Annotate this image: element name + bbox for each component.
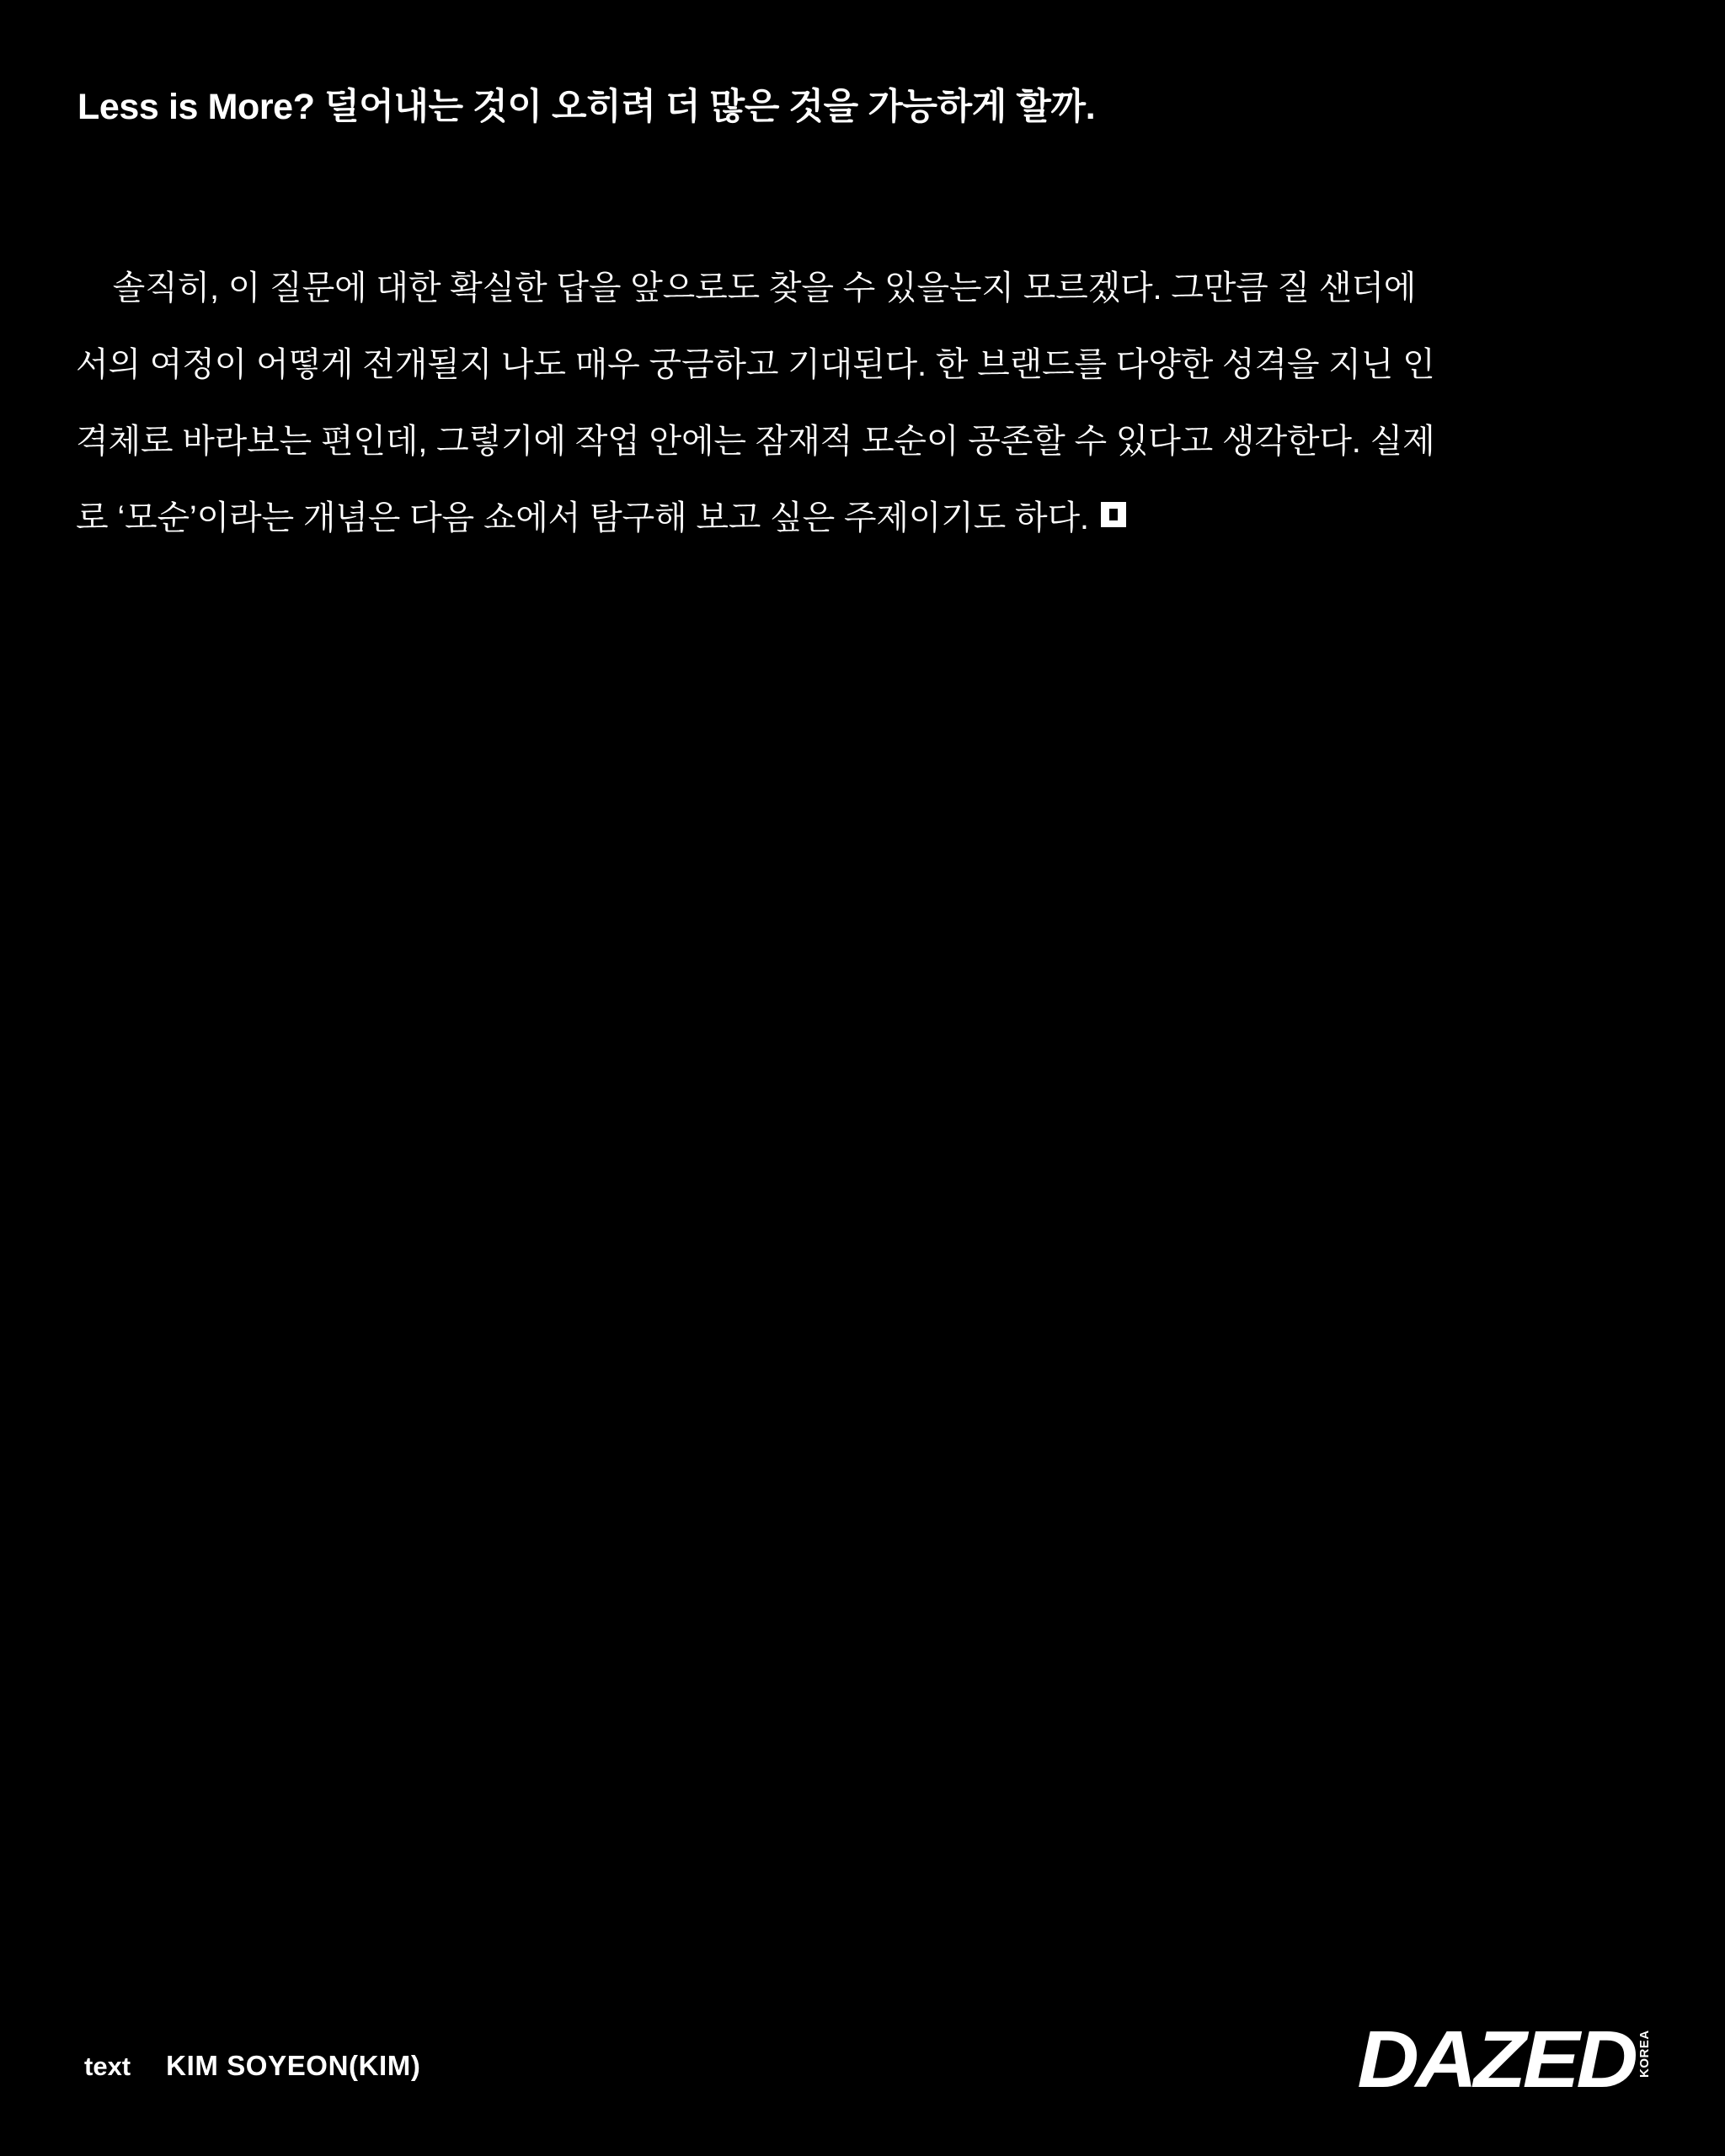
article-body — [76, 173, 1440, 633]
credit-line — [84, 2050, 420, 2082]
dazed-wordmark: DAZED — [1357, 2015, 1635, 2105]
credit-name: KIM SOYEON(KIM) — [166, 2050, 421, 2081]
credit-label: text — [84, 2052, 131, 2081]
dazed-logo-korea-label: KOREA — [1637, 2030, 1652, 2079]
dazed-end-mark-icon — [1101, 502, 1126, 527]
dazed-logo — [1357, 2015, 1652, 2105]
page-title: Less is More? 덜어내는 것이 오히려 더 많은 것을 가능하게 할까. — [77, 86, 1096, 127]
article-body-text: 솔직히, 이 질문에 대한 확실한 답을 앞으로도 찾을 수 있을는지 모르겠다. 그만큼 질 샌더에서의 여정이 어떻게 전개될지 나도 매우 궁금하고 기대된다. 한 브랜드를 다양한 성격을 지닌 인격체로 바라보는 편인데, 그렇기에 작업 안에는 잠재적 모순이 공존할 수 있다고 생각한다. 실제로 ‘모순’이라는 개념은 다음 쇼에서 탐구해 보고 싶은 주제이기도 하다. — [76, 270, 1435, 536]
